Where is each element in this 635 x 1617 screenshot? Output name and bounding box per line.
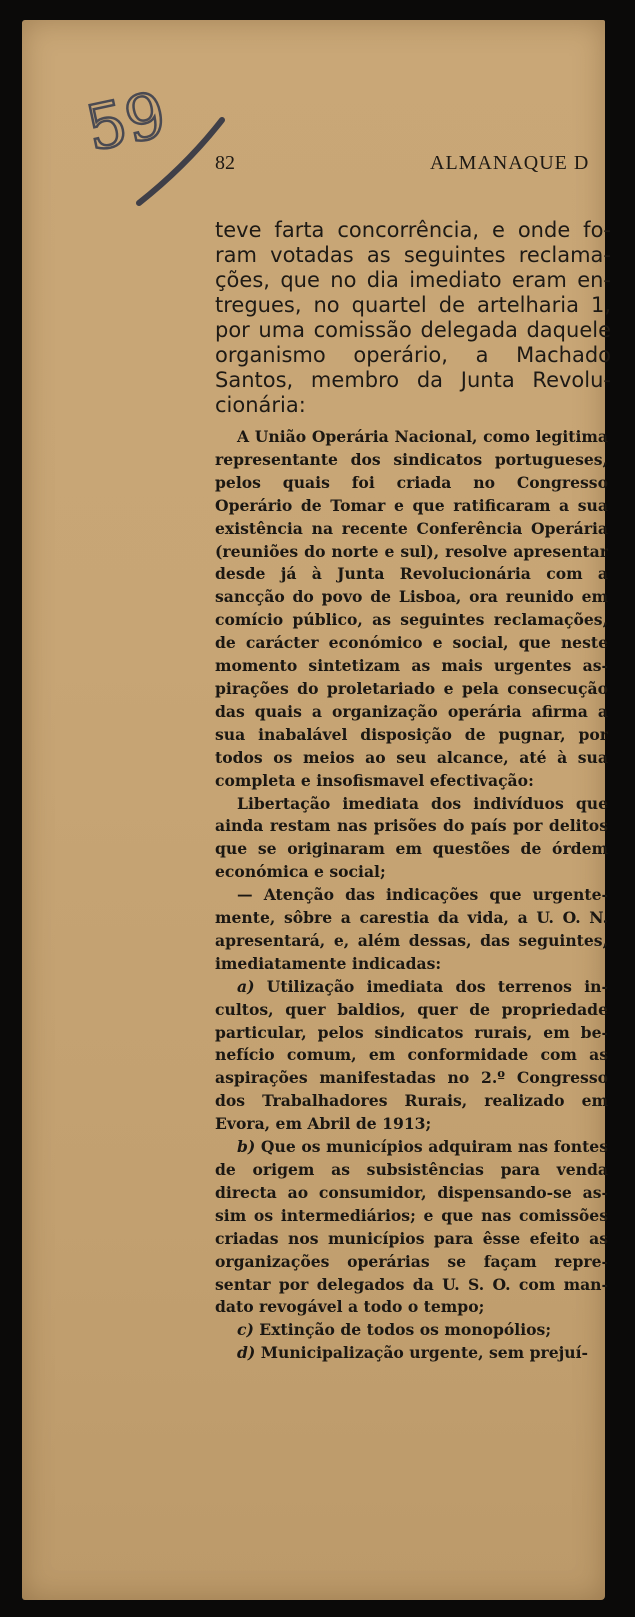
item-label-a: a) xyxy=(237,976,255,996)
paragraph-d xyxy=(215,1342,608,1365)
paragraph-a xyxy=(215,976,608,1136)
item-label-b: b) xyxy=(237,1137,256,1157)
running-head: ALMANAQUE D xyxy=(430,152,590,174)
paragraph-3-text: — Atenção das indicações que urgentemente, sôbre a carestia da vida, a U. O. N. apresentará, e, além dessas, das seguintes, imediatamente indicadas: xyxy=(215,885,608,973)
paragraph-1-text: A União Operária Nacional, como legitima representante dos sindicatos portugueses, pelos quais foi criada no Congresso Operário de Tomar e que ratificaram a sua existência na recente Conferência Operária (reuniões do norte e sul), resolve apresentar desde já à Junta Revolucionária com a sancção do povo de Lisboa, ora reunido em comício público, as seguintes reclamações, de carácter económico e social, que neste momento sintetizam as mais urgentes aspirações do proletariado e pela consecução das quais a organização operária afirma a sua inabalável disposição de pugnar, por todos os meios ao seu alcance, até à sua completa e insofismavel efectivação: xyxy=(215,427,608,790)
paragraph-3 xyxy=(215,884,608,976)
handwritten-number-note xyxy=(77,65,227,215)
paragraph-c xyxy=(215,1319,608,1342)
item-text-a: Utilização imediata dos terrenos incultos, quer baldios, quer de propriedade particular, pelos sindicatos rurais, em benefício comum, em conformidade com as aspirações manifestadas no 2.º Congresso dos Trabalhadores Rurais, realizado em Evora, em Abril de 1913; xyxy=(215,976,608,1134)
document-page xyxy=(22,20,611,1600)
intro-paragraph: teve farta concorrência, e onde foram votadas as seguintes reclamações, que no dia imediato eram entregues, no quartel de artelharia 1, por uma comissão delegada daquele organismo operário, a Machado Santos, membro da Junta Revolucionária: xyxy=(215,218,611,417)
item-text-b: Que os municípios adquiram nas fontes de origem as subsistências para venda directa ao consumidor, dispensando-se assim os intermediários; e que nas comissões criadas nos municípios para êsse efeito as organizações operárias se façam representar por delegados da U. S. O. com mandato revogável a todo o tempo; xyxy=(215,1137,608,1317)
item-label-d: d) xyxy=(237,1343,256,1363)
paragraph-b xyxy=(215,1136,608,1319)
page-header xyxy=(215,152,635,182)
paragraph-2 xyxy=(215,793,608,885)
page-number: 82 xyxy=(215,152,235,174)
paragraph-2-text: Libertação imediata dos indivíduos que ainda restam nas prisões do país por delitos que se originaram em questões de órdem económica e social; xyxy=(215,793,608,882)
paragraph-1 xyxy=(215,426,608,793)
item-text-d: Municipalização urgente, sem prejuí- xyxy=(255,1343,588,1363)
item-label-c: c) xyxy=(237,1320,254,1340)
handwritten-note-text: 59 xyxy=(79,77,173,166)
item-text-c: Extinção de todos os monopólios; xyxy=(253,1320,552,1340)
body-text xyxy=(215,426,608,1365)
